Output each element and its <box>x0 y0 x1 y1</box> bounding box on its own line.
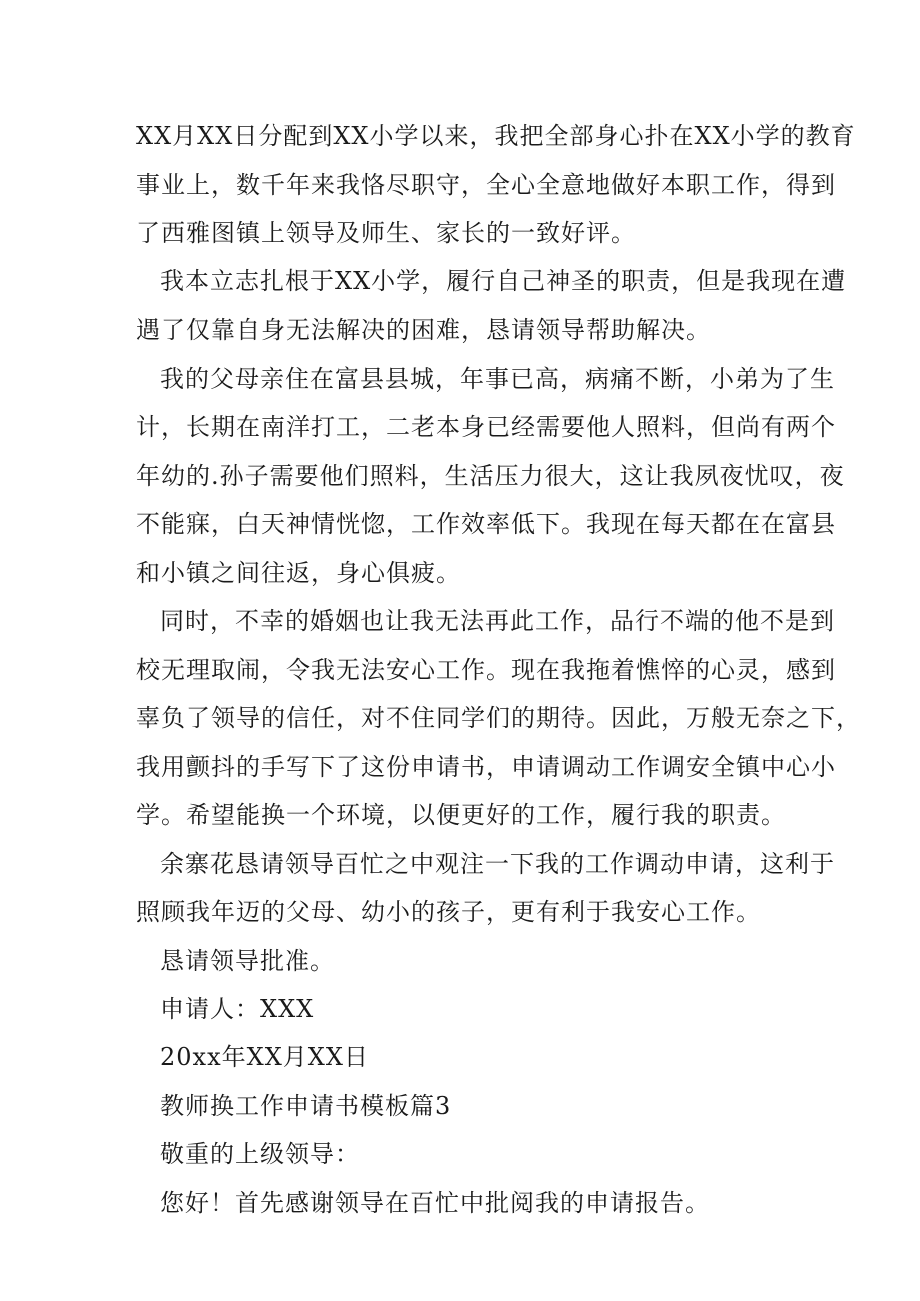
text-line: 了西雅图镇上领导及师生、家长的一致好评。 <box>136 219 636 247</box>
signature-date: 20xx年XX月XX日 <box>160 1043 369 1071</box>
text-line: 我的父母亲住在富县县城，年事已高，病痛不断，小弟为了生 <box>160 365 835 393</box>
text-line: 您好！首先感谢领导在百忙中批阅我的申请报告。 <box>160 1189 710 1217</box>
text-line: 年幼的.孙子需要他们照料，生活压力很大，这让我夙夜忧叹，夜 <box>136 462 845 490</box>
text-line: 事业上，数千年来我恪尽职守，全心全意地做好本职工作，得到 <box>136 171 836 199</box>
text-line: 辜负了领导的信任，对不住同学们的期待。因此，万般无奈之下， <box>136 704 861 732</box>
text-line: XX月XX日分配到XX小学以来，我把全部身心扑在XX小学的教育 <box>136 122 856 150</box>
text-line: 余寨花恳请领导百忙之中观注一下我的工作调动申请，这利于 <box>160 850 835 878</box>
text-line: 我用颤抖的手写下了这份申请书，申请调动工作调安全镇中心小 <box>136 753 836 781</box>
text-line: 和小镇之间往返，身心俱疲。 <box>136 559 461 587</box>
salutation: 敬重的上级领导： <box>160 1140 360 1168</box>
text-line: 同时，不幸的婚姻也让我无法再此工作，品行不端的他不是到 <box>160 607 835 635</box>
section-heading: 教师换工作申请书模板篇3 <box>160 1092 452 1120</box>
text-line: 照顾我年迈的父母、幼小的孩子，更有利于我安心工作。 <box>136 898 761 926</box>
text-line: 不能寐，白天神情恍惚，工作效率低下。我现在每天都在在富县 <box>136 510 836 538</box>
signature-applicant: 申请人：XXX <box>160 995 315 1023</box>
text-line: 恳请领导批准。 <box>160 947 335 975</box>
text-line: 校无理取闹，令我无法安心工作。现在我拖着憔悴的心灵，感到 <box>136 656 836 684</box>
text-line: 计，长期在南洋打工，二老本身已经需要他人照料，但尚有两个 <box>136 413 836 441</box>
text-line: 遇了仅靠自身无法解决的困难，恳请领导帮助解决。 <box>136 316 711 344</box>
text-line: 学。希望能换一个环境，以便更好的工作，履行我的职责。 <box>136 801 786 829</box>
text-line: 我本立志扎根于XX小学，履行自己神圣的职责，但是我现在遭 <box>160 267 847 295</box>
